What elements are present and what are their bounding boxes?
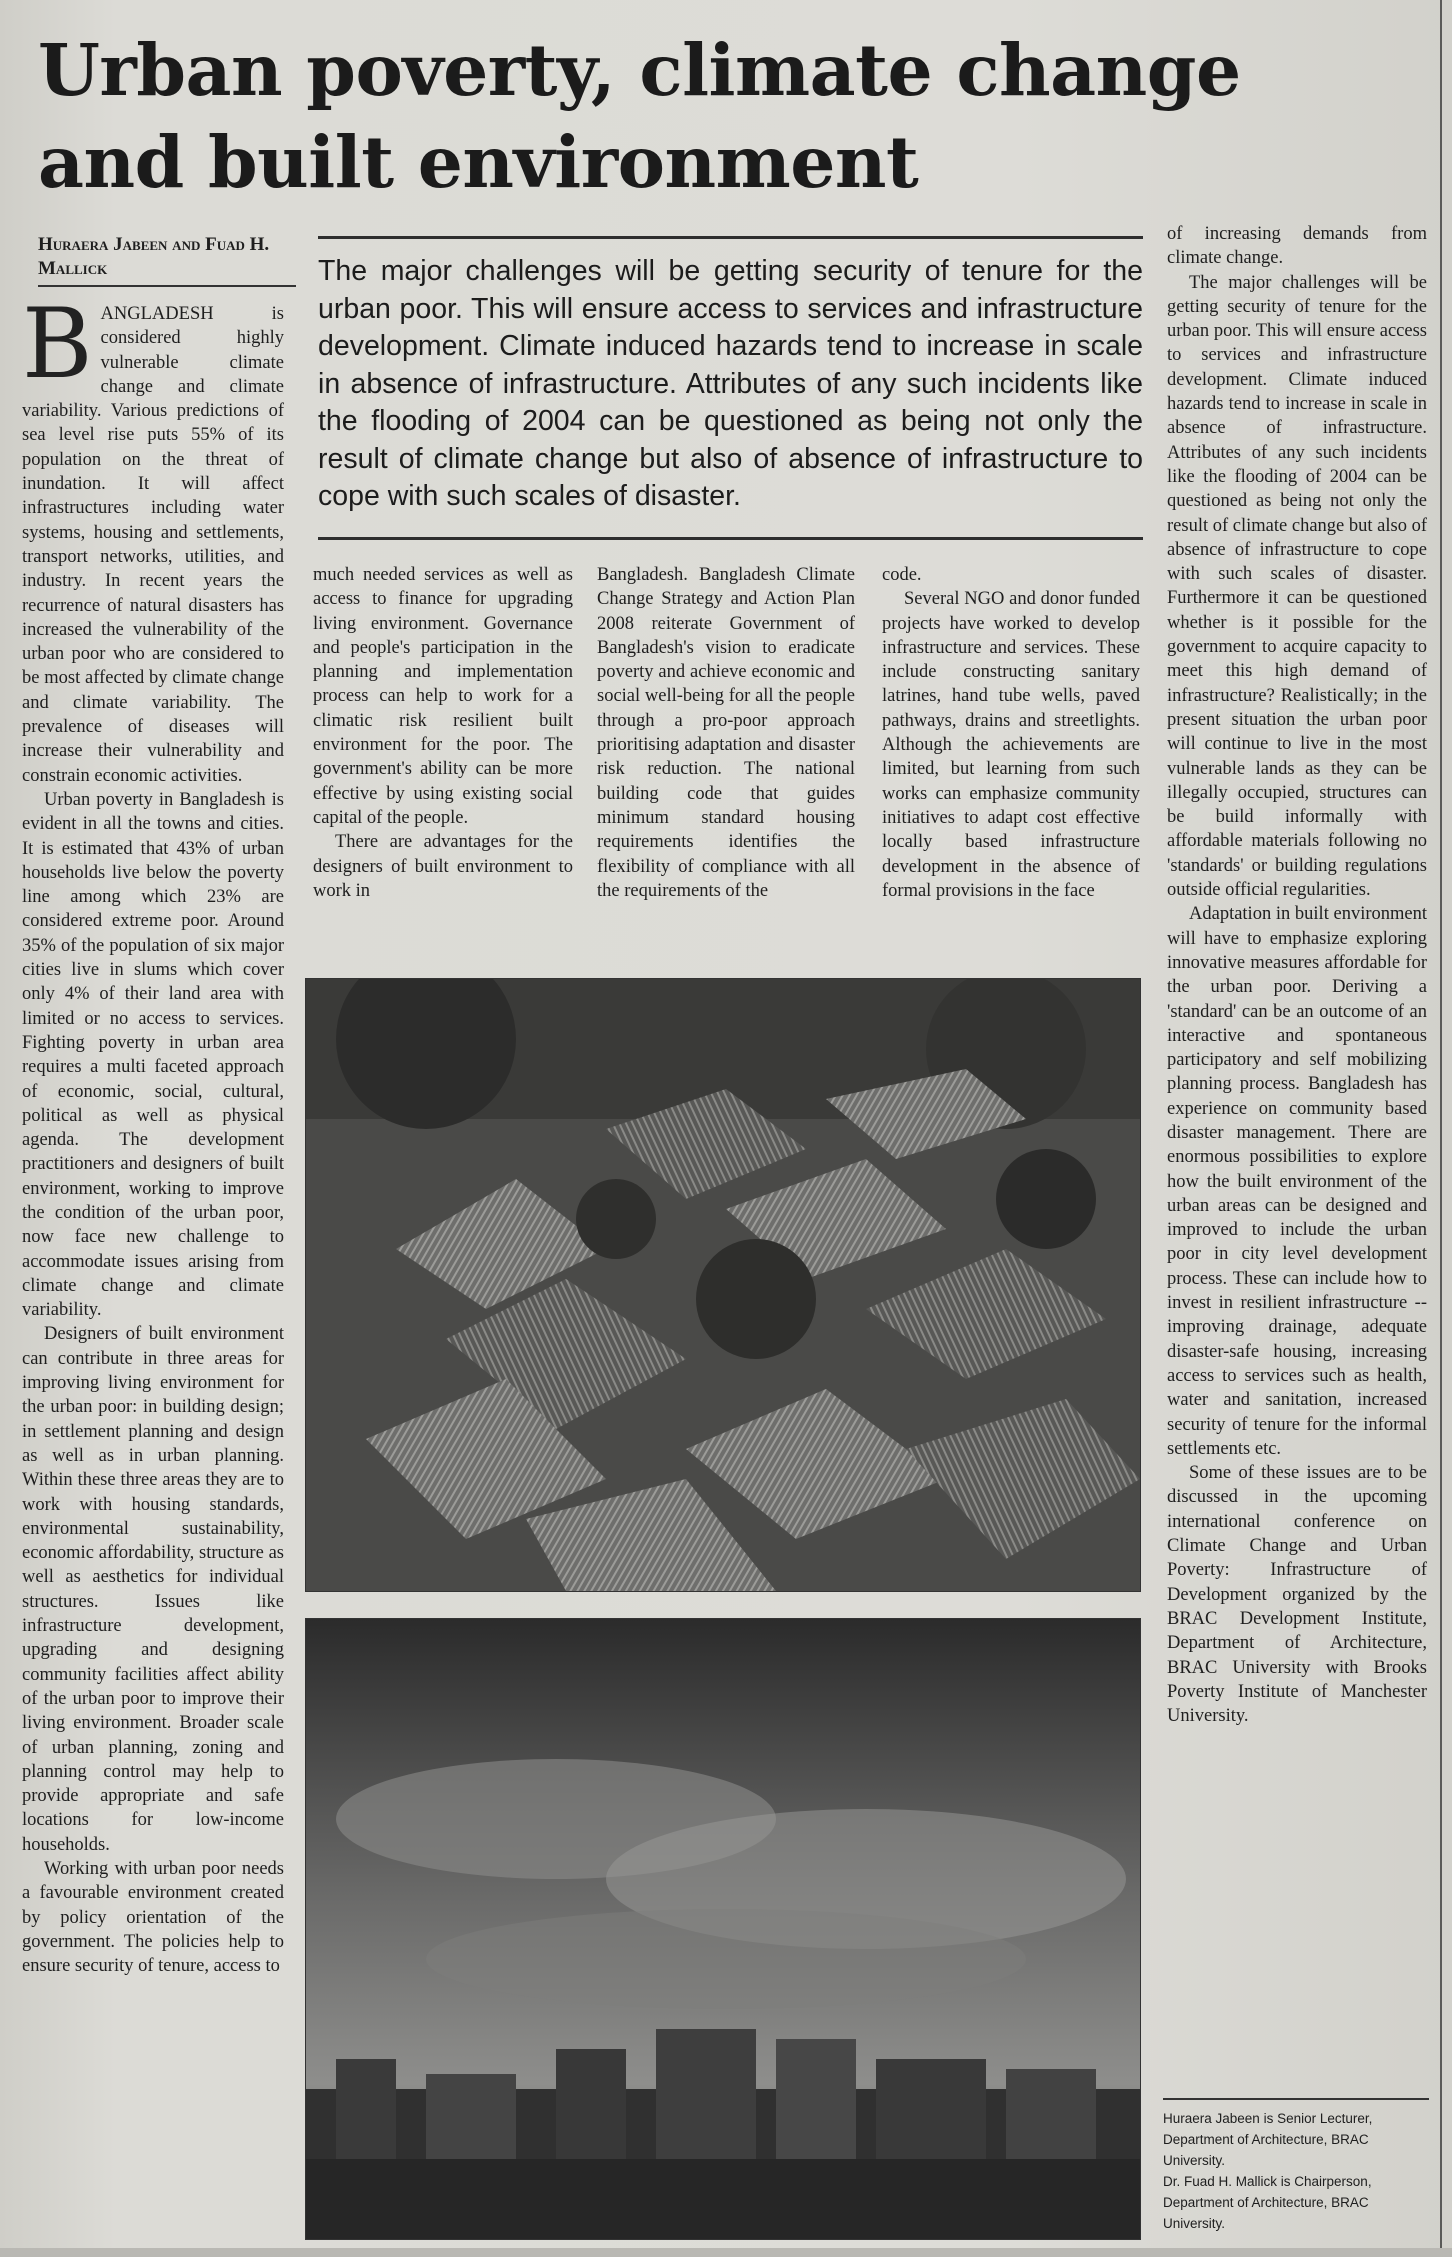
- article-column-2: [313, 563, 573, 965]
- pull-quote: The major challenges will be getting security of tenure for the urban poor. This will ensure access to services and infrastructure development. Climate induced hazards tend to increase in scale in absence of infrastructure. Attributes of any such incidents like the flooding of 2004 can be questioned as being not only the result of climate change but also of absence of infrastructure to cope with such scales of disaster.: [318, 255, 1143, 512]
- column-rule: [1440, 0, 1442, 2257]
- lead-paragraph: BANGLADESH is considered highly vulnerable climate change and climate variability. Various predictions of sea level rise puts 55% of its population on the threat of inundation. It will affect infrastructures including water systems, housing and settlements, transport networks, utilities, and industry. In recent years the recurrence of natural disasters has increased the vulnerability of the urban poor who are considered to be most affected by climate change and climate variability. The prevalence of diseases will increase their vulnerability and constrain economic activities.: [22, 302, 284, 786]
- paragraph: Adaptation in built environment will have to emphasize exploring innovative measures affordable for the urban poor. Deriving a 'standard' can be an outcome of an interactive and spontaneous participatory and self mobilizing planning process. Bangladesh has experience on community based disaster management. There are enormous possibilities to explore how the built environment of the urban areas can be designed and improved to include the urban poor in city level development process. These can include how to invest in resilient infrastructure -- improving drainage, adequate disaster-safe housing, increasing access to services such as health, water and sanitation, increased security of tenure for the informal settlements etc.: [1167, 904, 1427, 1459]
- byline-divider: [38, 285, 296, 287]
- city-skyline-image: [306, 1619, 1140, 2239]
- slum-rooftops-image: [306, 979, 1140, 1591]
- paragraph: Urban poverty in Bangladesh is evident in all the towns and cities. It is estimated that 43% of urban households live below the poverty line among which 23% are considered extreme poor. Around 35% of the population of six major cities live in slums which cover only 4% of their land area with limited or no access to services. Fighting poverty in urban area requires a multi faceted approach of economic, social, cultural, political as well as physical agenda. The development practitioners and designers of built environment, working to improve the condition of the urban poor, now face new challenge to accommodate issues arising from climate change and climate variability.: [22, 789, 284, 1321]
- author-bio-line: Huraera Jabeen is Senior Lecturer, Department of Architecture, BRAC University.: [1163, 2111, 1373, 2168]
- paragraph: Several NGO and donor funded projects have worked to develop infrastructure and services. These include constructing sanitary latrines, hand tube wells, paved pathways, drains and streetlights. Although the achievements are limited, but learning from such works can emphasize community initiatives to adapt cost effective locally based infrastructure development in the absence of formal provisions in the face: [882, 589, 1140, 901]
- headline: Urban poverty, climate change and built environment: [38, 28, 1241, 204]
- pullquote-bottom-rule: [318, 537, 1143, 540]
- slum-rooftops-photo: [305, 978, 1141, 1592]
- paragraph: There are advantages for the designers of built environment to work in: [313, 832, 573, 901]
- article-column-4: [882, 563, 1140, 965]
- article-column-1: [22, 302, 284, 2242]
- paragraph: much needed services as well as access to finance for upgrading living environment. Governance and people's participation in the planning and implementation process can help to work for a climatic risk resilient built environment for the poor. The government's ability can be more effective by using existing social capital of the people.: [313, 565, 573, 828]
- author-bio-line: Dr. Fuad H. Mallick is Chairperson, Department of Architecture, BRAC University.: [1163, 2174, 1372, 2231]
- city-skyline-photo: [305, 1618, 1141, 2240]
- paragraph: Bangladesh. Bangladesh Climate Change Strategy and Action Plan 2008 reiterate Government of Bangladesh's vision to eradicate poverty and achieve economic and social well-being for all the people through a pro-poor approach prioritising adaptation and disaster risk reduction. The national building code that guides minimum standard housing requirements identifies the flexibility of compliance with all the requirements of the: [597, 565, 855, 901]
- paragraph: of increasing demands from climate change.: [1167, 224, 1427, 269]
- page-bottom-edge: [0, 2248, 1452, 2257]
- paragraph: code.: [882, 565, 922, 585]
- bio-divider: [1163, 2098, 1429, 2100]
- article-column-3: [597, 563, 855, 965]
- article-column-5: [1167, 222, 1427, 2086]
- paragraph: Designers of built environment can contribute in three areas for improving living environment for the urban poor: in building design; in settlement planning and design as well as in urban planning. Within these three areas they are to work with housing standards, environmental sustainability, economic affordability, structure as well as aesthetics for individual structures. Issues like infrastructure development, upgrading and designing community facilities affect ability of the urban poor to improve their living environment. Broader scale of urban planning, zoning and planning control may help to provide appropriate and safe locations for low-income households.: [22, 1324, 284, 1855]
- byline: Huraera Jabeen and Fuad H. Mallick: [38, 234, 270, 279]
- paragraph: Some of these issues are to be discussed in the upcoming international conference on Climate Change and Urban Poverty: Infrastructure of Development organized by the BRAC Development Institute, Department of Architecture, BRAC University with Brooks Poverty Institute of Manchester University.: [1167, 1463, 1427, 1727]
- author-bio: [1163, 2108, 1429, 2234]
- pullquote-top-rule: [318, 236, 1143, 239]
- paragraph: The major challenges will be getting security of tenure for the urban poor. This will ensure access to services and infrastructure development. Climate induced hazards tend to increase in scale in absence of infrastructure. Attributes of any such incidents like the flooding of 2004 can be questioned as being not only the result of climate change but also of absence of infrastructure to cope with such scales of disaster. Furthermore it can be questioned whether is it possible for the government to acquire capacity to meet this high demand of infrastructure? Realistically; in the present situation the urban poor will continue to live in the most vulnerable lands as they can be illegally occupied, structures can be build informally with affordable materials following no 'standards' or building regulations outside official regularities.: [1167, 272, 1427, 901]
- paragraph: Working with urban poor needs a favourable environment created by policy orientation of the government. The policies help to ensure security of tenure, access to: [22, 1859, 284, 1977]
- drop-cap: B: [22, 302, 93, 400]
